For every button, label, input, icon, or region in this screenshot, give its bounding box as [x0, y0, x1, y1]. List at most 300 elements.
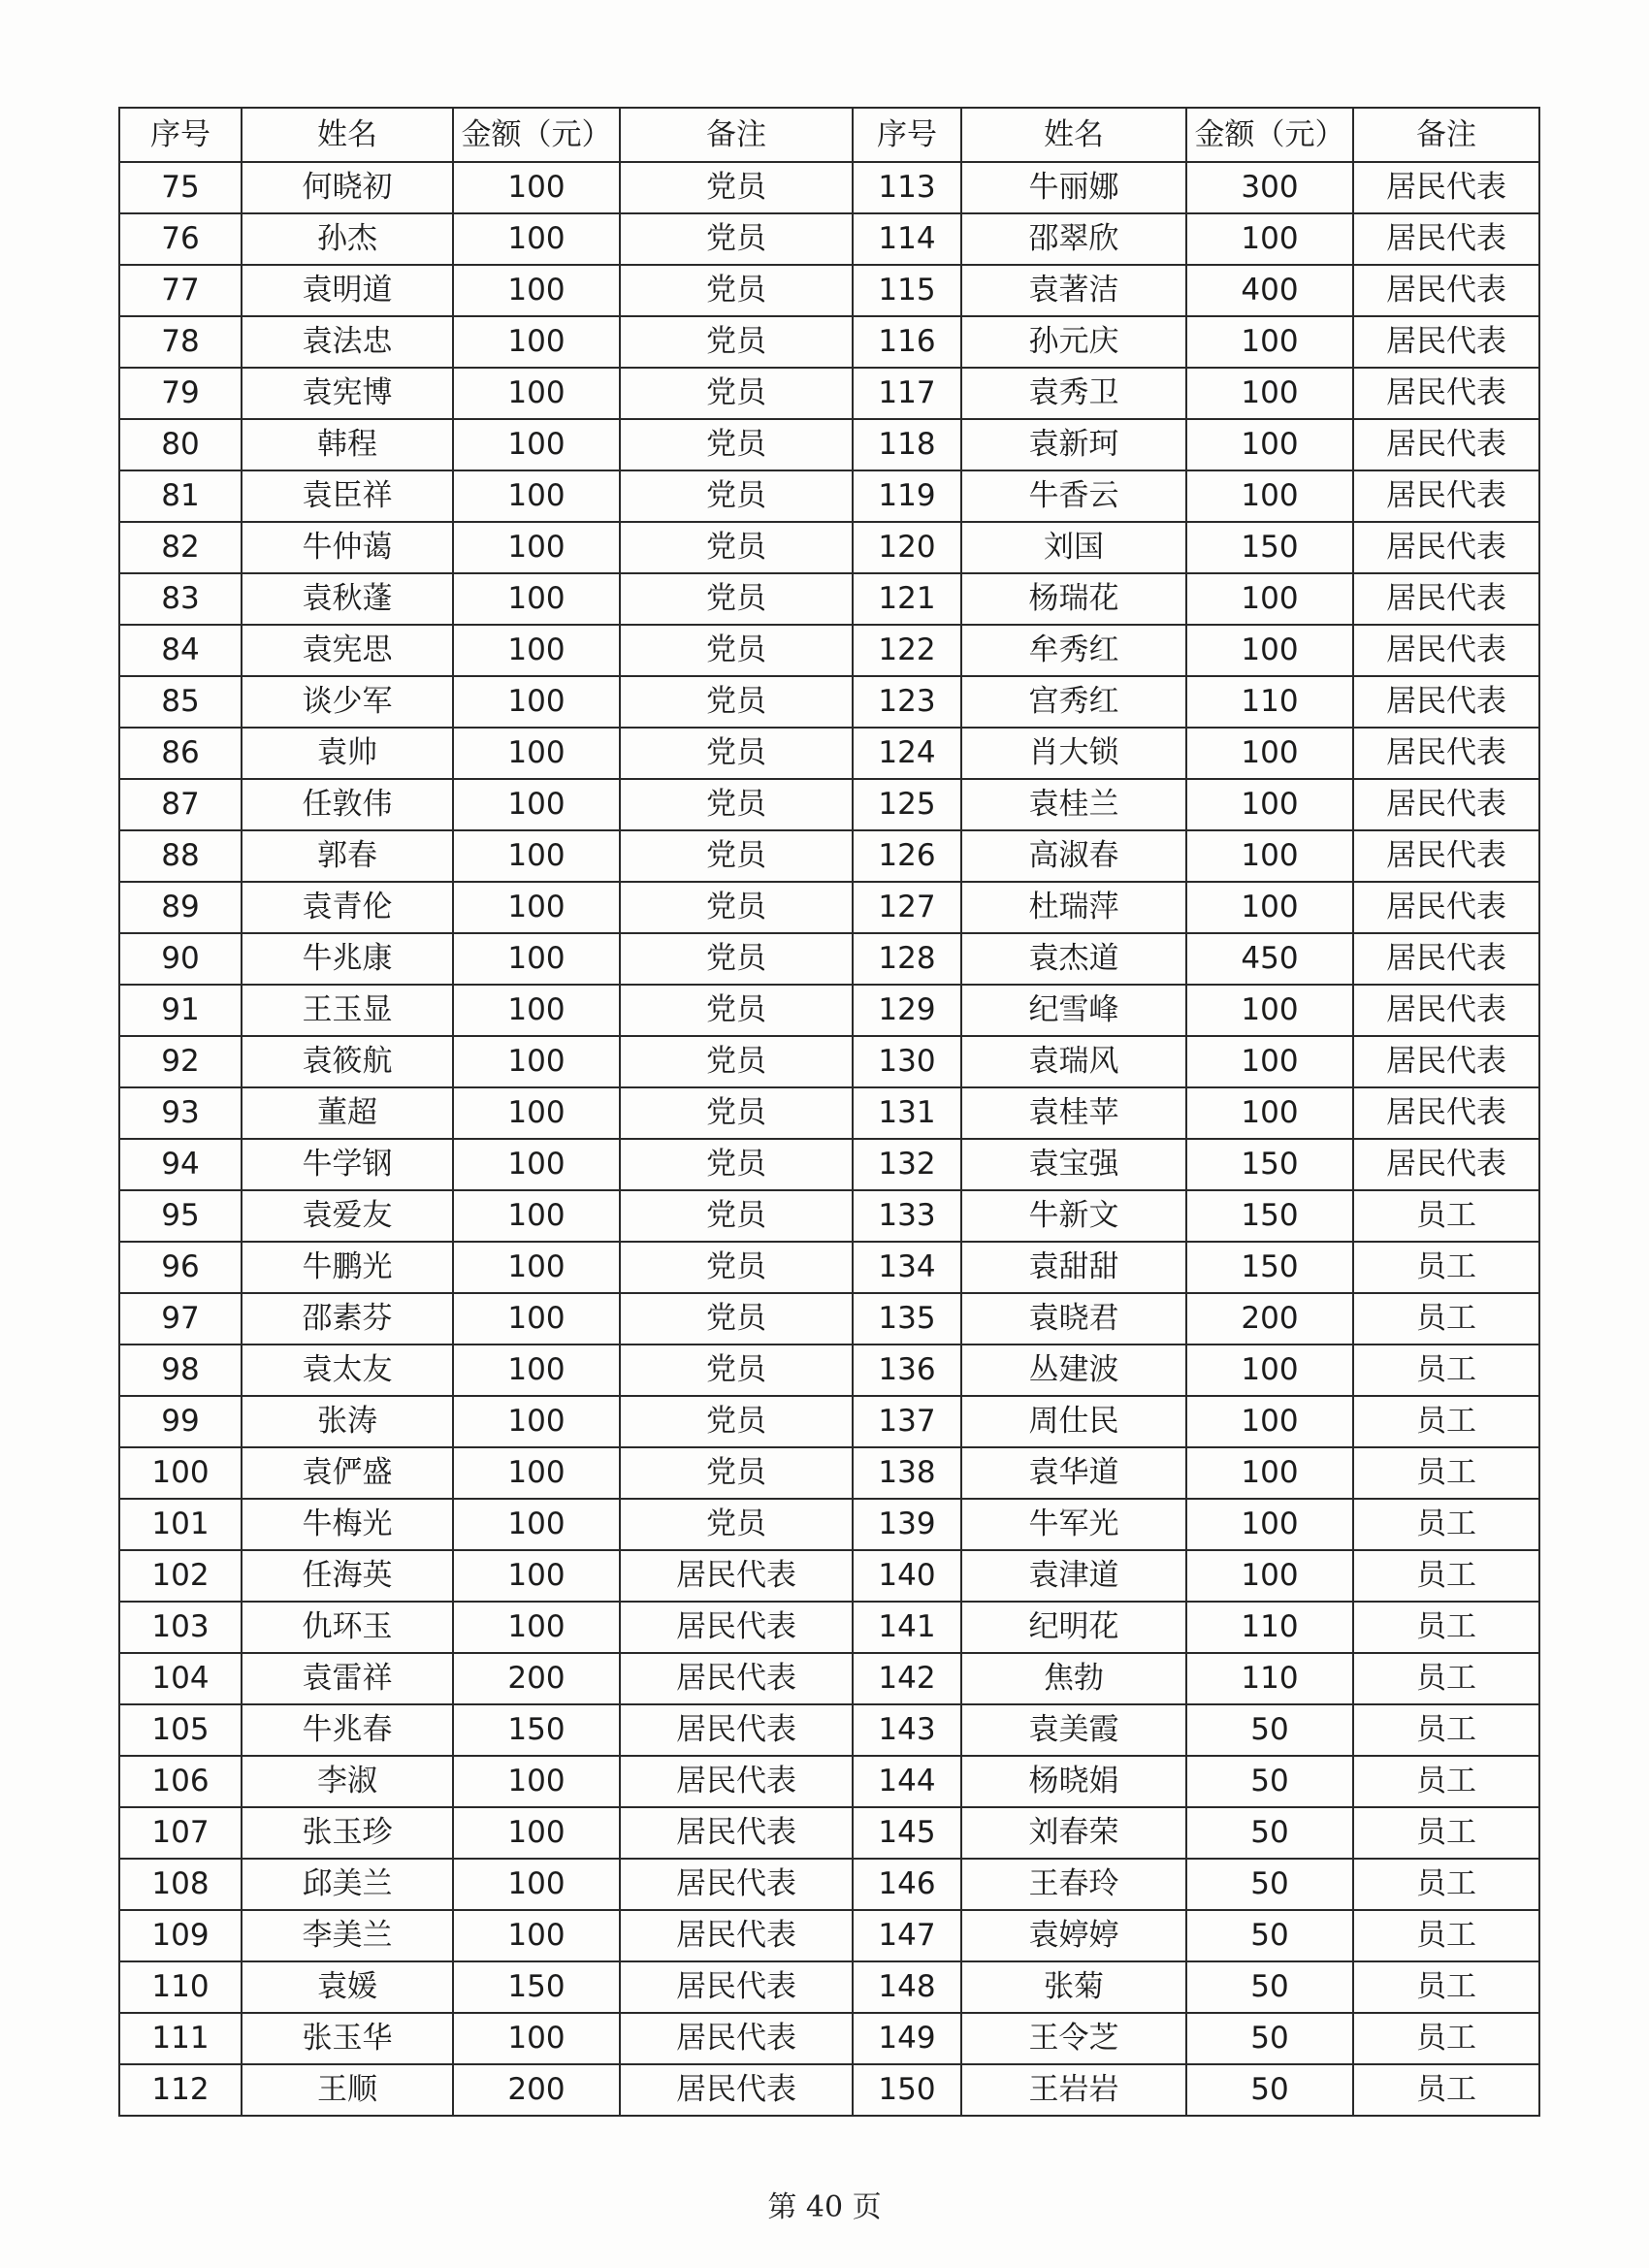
table-row — [119, 1653, 1539, 1704]
amount-cell: 110 — [1186, 1602, 1353, 1653]
amount-cell: 100 — [1186, 573, 1353, 625]
amount-cell: 100 — [453, 1139, 620, 1190]
remark-cell: 居民代表 — [1353, 1139, 1539, 1190]
remark-header: 备注 — [620, 108, 853, 162]
table-row — [119, 625, 1539, 676]
name-cell: 袁爱友 — [242, 1190, 453, 1242]
amount-cell: 200 — [453, 2064, 620, 2116]
name-cell: 邱美兰 — [242, 1859, 453, 1910]
name-cell: 袁宪博 — [242, 368, 453, 419]
amount-cell: 150 — [453, 1961, 620, 2013]
remark-cell: 党员 — [620, 625, 853, 676]
name-cell: 仇环玉 — [242, 1602, 453, 1653]
amount-cell: 100 — [453, 1087, 620, 1139]
remark-cell: 员工 — [1353, 1961, 1539, 2013]
name-cell: 焦勃 — [961, 1653, 1186, 1704]
seq-cell: 130 — [853, 1036, 961, 1087]
remark-cell: 党员 — [620, 368, 853, 419]
seq-cell: 110 — [119, 1961, 242, 2013]
table-row — [119, 1602, 1539, 1653]
amount-cell: 150 — [1186, 1190, 1353, 1242]
table-row — [119, 1293, 1539, 1345]
seq-cell: 127 — [853, 882, 961, 933]
remark-cell: 党员 — [620, 933, 853, 985]
amount-cell: 100 — [453, 162, 620, 213]
seq-cell: 75 — [119, 162, 242, 213]
name-header: 姓名 — [961, 108, 1186, 162]
amount-cell: 100 — [453, 1345, 620, 1396]
name-cell: 牛丽娜 — [961, 162, 1186, 213]
name-cell: 袁青伦 — [242, 882, 453, 933]
remark-cell: 党员 — [620, 985, 853, 1036]
seq-cell: 99 — [119, 1396, 242, 1447]
amount-cell: 100 — [453, 728, 620, 779]
name-cell: 袁明道 — [242, 265, 453, 316]
remark-cell: 员工 — [1353, 1807, 1539, 1859]
name-cell: 邵翠欣 — [961, 213, 1186, 265]
table-row — [119, 1036, 1539, 1087]
amount-cell: 100 — [1186, 882, 1353, 933]
name-cell: 牛军光 — [961, 1499, 1186, 1550]
seq-cell: 102 — [119, 1550, 242, 1602]
seq-cell: 94 — [119, 1139, 242, 1190]
name-cell: 袁雷祥 — [242, 1653, 453, 1704]
name-cell: 袁晓君 — [961, 1293, 1186, 1345]
name-cell: 韩程 — [242, 419, 453, 470]
table-row — [119, 368, 1539, 419]
name-cell: 袁桂兰 — [961, 779, 1186, 830]
remark-cell: 员工 — [1353, 1396, 1539, 1447]
remark-cell: 居民代表 — [620, 1859, 853, 1910]
remark-cell: 员工 — [1353, 1602, 1539, 1653]
remark-cell: 党员 — [620, 1447, 853, 1499]
remark-cell: 党员 — [620, 573, 853, 625]
amount-cell: 100 — [1186, 779, 1353, 830]
seq-cell: 93 — [119, 1087, 242, 1139]
seq-cell: 129 — [853, 985, 961, 1036]
seq-cell: 106 — [119, 1756, 242, 1807]
remark-cell: 居民代表 — [1353, 676, 1539, 728]
seq-cell: 95 — [119, 1190, 242, 1242]
seq-cell: 96 — [119, 1242, 242, 1293]
name-cell: 董超 — [242, 1087, 453, 1139]
table-row — [119, 1807, 1539, 1859]
name-cell: 张菊 — [961, 1961, 1186, 2013]
amount-header: 金额（元） — [1186, 108, 1353, 162]
table-row — [119, 2064, 1539, 2116]
table-row — [119, 779, 1539, 830]
seq-cell: 140 — [853, 1550, 961, 1602]
name-cell: 纪明花 — [961, 1602, 1186, 1653]
seq-cell: 149 — [853, 2013, 961, 2064]
remark-cell: 居民代表 — [1353, 419, 1539, 470]
table-row — [119, 1704, 1539, 1756]
remark-cell: 党员 — [620, 676, 853, 728]
name-cell: 刘春荣 — [961, 1807, 1186, 1859]
amount-cell: 100 — [453, 522, 620, 573]
amount-cell: 100 — [1186, 1345, 1353, 1396]
seq-cell: 90 — [119, 933, 242, 985]
amount-cell: 100 — [1186, 728, 1353, 779]
name-cell: 袁筱航 — [242, 1036, 453, 1087]
amount-cell: 100 — [1186, 1087, 1353, 1139]
remark-cell: 居民代表 — [1353, 830, 1539, 882]
seq-cell: 114 — [853, 213, 961, 265]
page-number: 第 40 页 — [767, 2190, 882, 2224]
remark-cell: 居民代表 — [620, 1704, 853, 1756]
name-cell: 袁瑞风 — [961, 1036, 1186, 1087]
remark-cell: 居民代表 — [1353, 1087, 1539, 1139]
name-cell: 袁法忠 — [242, 316, 453, 368]
amount-cell: 50 — [1186, 1910, 1353, 1961]
amount-cell: 100 — [453, 830, 620, 882]
seq-cell: 144 — [853, 1756, 961, 1807]
table-row — [119, 676, 1539, 728]
table-row — [119, 162, 1539, 213]
remark-cell: 居民代表 — [1353, 316, 1539, 368]
amount-header: 金额（元） — [453, 108, 620, 162]
remark-cell: 居民代表 — [620, 2013, 853, 2064]
remark-cell: 居民代表 — [620, 1756, 853, 1807]
seq-cell: 132 — [853, 1139, 961, 1190]
seq-header: 序号 — [853, 108, 961, 162]
amount-cell: 150 — [453, 1704, 620, 1756]
amount-cell: 100 — [453, 1807, 620, 1859]
name-cell: 王岩岩 — [961, 2064, 1186, 2116]
name-cell: 何晓初 — [242, 162, 453, 213]
seq-cell: 77 — [119, 265, 242, 316]
amount-cell: 100 — [453, 1036, 620, 1087]
remark-cell: 居民代表 — [620, 2064, 853, 2116]
seq-cell: 101 — [119, 1499, 242, 1550]
seq-cell: 145 — [853, 1807, 961, 1859]
seq-cell: 86 — [119, 728, 242, 779]
seq-cell: 89 — [119, 882, 242, 933]
remark-cell: 居民代表 — [1353, 470, 1539, 522]
remark-cell: 居民代表 — [620, 1653, 853, 1704]
amount-cell: 100 — [453, 882, 620, 933]
name-cell: 杨瑞花 — [961, 573, 1186, 625]
name-cell: 袁帅 — [242, 728, 453, 779]
amount-cell: 100 — [1186, 470, 1353, 522]
name-cell: 杜瑞萍 — [961, 882, 1186, 933]
remark-cell: 居民代表 — [620, 1550, 853, 1602]
name-cell: 郭春 — [242, 830, 453, 882]
seq-cell: 143 — [853, 1704, 961, 1756]
seq-cell: 125 — [853, 779, 961, 830]
name-cell: 袁臣祥 — [242, 470, 453, 522]
name-cell: 纪雪峰 — [961, 985, 1186, 1036]
amount-cell: 100 — [1186, 1550, 1353, 1602]
name-cell: 牛兆康 — [242, 933, 453, 985]
remark-cell: 党员 — [620, 830, 853, 882]
seq-cell: 79 — [119, 368, 242, 419]
name-cell: 袁华道 — [961, 1447, 1186, 1499]
seq-cell: 138 — [853, 1447, 961, 1499]
amount-cell: 110 — [1186, 1653, 1353, 1704]
table-row — [119, 1756, 1539, 1807]
seq-cell: 85 — [119, 676, 242, 728]
seq-cell: 81 — [119, 470, 242, 522]
amount-cell: 100 — [453, 419, 620, 470]
seq-cell: 123 — [853, 676, 961, 728]
seq-cell: 146 — [853, 1859, 961, 1910]
table-row — [119, 1396, 1539, 1447]
table-row — [119, 1961, 1539, 2013]
name-cell: 牛鹏光 — [242, 1242, 453, 1293]
name-cell: 袁秀卫 — [961, 368, 1186, 419]
amount-cell: 450 — [1186, 933, 1353, 985]
seq-cell: 103 — [119, 1602, 242, 1653]
amount-cell: 100 — [453, 625, 620, 676]
name-cell: 牛学钢 — [242, 1139, 453, 1190]
seq-header: 序号 — [119, 108, 242, 162]
amount-cell: 100 — [453, 470, 620, 522]
seq-cell: 112 — [119, 2064, 242, 2116]
remark-cell: 员工 — [1353, 1859, 1539, 1910]
amount-cell: 50 — [1186, 2064, 1353, 2116]
remark-cell: 党员 — [620, 162, 853, 213]
name-cell: 袁太友 — [242, 1345, 453, 1396]
name-cell: 袁甜甜 — [961, 1242, 1186, 1293]
seq-cell: 113 — [853, 162, 961, 213]
seq-cell: 84 — [119, 625, 242, 676]
table-row — [119, 522, 1539, 573]
name-cell: 任敦伟 — [242, 779, 453, 830]
name-cell: 孙杰 — [242, 213, 453, 265]
amount-cell: 100 — [453, 1447, 620, 1499]
table-row — [119, 882, 1539, 933]
remark-cell: 党员 — [620, 470, 853, 522]
table-row — [119, 1447, 1539, 1499]
name-cell: 谈少军 — [242, 676, 453, 728]
remark-cell: 居民代表 — [1353, 265, 1539, 316]
amount-cell: 100 — [1186, 213, 1353, 265]
amount-cell: 100 — [1186, 1396, 1353, 1447]
table-row — [119, 1190, 1539, 1242]
remark-cell: 员工 — [1353, 1345, 1539, 1396]
remark-cell: 员工 — [1353, 1242, 1539, 1293]
amount-cell: 50 — [1186, 1704, 1353, 1756]
table-row — [119, 985, 1539, 1036]
name-header: 姓名 — [242, 108, 453, 162]
seq-cell: 87 — [119, 779, 242, 830]
table-row — [119, 1139, 1539, 1190]
amount-cell: 150 — [1186, 1139, 1353, 1190]
name-cell: 王春玲 — [961, 1859, 1186, 1910]
table-row — [119, 1910, 1539, 1961]
remark-cell: 员工 — [1353, 2064, 1539, 2116]
name-cell: 牛兆春 — [242, 1704, 453, 1756]
seq-cell: 105 — [119, 1704, 242, 1756]
seq-cell: 124 — [853, 728, 961, 779]
name-cell: 宫秀红 — [961, 676, 1186, 728]
remark-cell: 员工 — [1353, 1910, 1539, 1961]
seq-cell: 83 — [119, 573, 242, 625]
amount-cell: 150 — [1186, 1242, 1353, 1293]
table-row — [119, 933, 1539, 985]
remark-cell: 党员 — [620, 1345, 853, 1396]
seq-cell: 121 — [853, 573, 961, 625]
name-cell: 杨晓娟 — [961, 1756, 1186, 1807]
table-row — [119, 1859, 1539, 1910]
remark-cell: 党员 — [620, 1499, 853, 1550]
seq-cell: 126 — [853, 830, 961, 882]
seq-cell: 141 — [853, 1602, 961, 1653]
amount-cell: 100 — [453, 933, 620, 985]
remark-cell: 居民代表 — [1353, 522, 1539, 573]
table-row — [119, 573, 1539, 625]
seq-cell: 78 — [119, 316, 242, 368]
name-cell: 任海英 — [242, 1550, 453, 1602]
seq-cell: 128 — [853, 933, 961, 985]
remark-cell: 员工 — [1353, 1550, 1539, 1602]
remark-cell: 居民代表 — [620, 1910, 853, 1961]
remark-cell: 员工 — [1353, 1653, 1539, 1704]
remark-cell: 党员 — [620, 213, 853, 265]
table-row — [119, 1345, 1539, 1396]
table-row — [119, 470, 1539, 522]
amount-cell: 100 — [453, 779, 620, 830]
remark-cell: 员工 — [1353, 1293, 1539, 1345]
seq-cell: 111 — [119, 2013, 242, 2064]
seq-cell: 117 — [853, 368, 961, 419]
name-cell: 袁婷婷 — [961, 1910, 1186, 1961]
table-row — [119, 1499, 1539, 1550]
seq-cell: 122 — [853, 625, 961, 676]
remark-cell: 党员 — [620, 1036, 853, 1087]
amount-cell: 50 — [1186, 1961, 1353, 2013]
seq-cell: 104 — [119, 1653, 242, 1704]
seq-cell: 91 — [119, 985, 242, 1036]
remark-cell: 居民代表 — [620, 1602, 853, 1653]
seq-cell: 118 — [853, 419, 961, 470]
amount-cell: 100 — [453, 1910, 620, 1961]
seq-cell: 142 — [853, 1653, 961, 1704]
table-row — [119, 2013, 1539, 2064]
seq-cell: 116 — [853, 316, 961, 368]
remark-cell: 居民代表 — [1353, 625, 1539, 676]
name-cell: 张玉珍 — [242, 1807, 453, 1859]
remark-cell: 居民代表 — [1353, 985, 1539, 1036]
amount-cell: 400 — [1186, 265, 1353, 316]
amount-cell: 100 — [1186, 625, 1353, 676]
seq-cell: 80 — [119, 419, 242, 470]
seq-cell: 98 — [119, 1345, 242, 1396]
remark-cell: 党员 — [620, 779, 853, 830]
remark-cell: 员工 — [1353, 1704, 1539, 1756]
amount-cell: 200 — [1186, 1293, 1353, 1345]
amount-cell: 200 — [453, 1653, 620, 1704]
name-cell: 牛新文 — [961, 1190, 1186, 1242]
name-cell: 牛仲蔼 — [242, 522, 453, 573]
amount-cell: 100 — [1186, 419, 1353, 470]
name-cell: 王令芝 — [961, 2013, 1186, 2064]
name-cell: 李淑 — [242, 1756, 453, 1807]
seq-cell: 148 — [853, 1961, 961, 2013]
seq-cell: 150 — [853, 2064, 961, 2116]
amount-cell: 110 — [1186, 676, 1353, 728]
name-cell: 王玉显 — [242, 985, 453, 1036]
remark-cell: 党员 — [620, 1242, 853, 1293]
remark-cell: 党员 — [620, 1087, 853, 1139]
name-cell: 张涛 — [242, 1396, 453, 1447]
remark-cell: 党员 — [620, 1190, 853, 1242]
remark-cell: 员工 — [1353, 1447, 1539, 1499]
amount-cell: 100 — [453, 1756, 620, 1807]
table-row — [119, 316, 1539, 368]
name-cell: 袁桂苹 — [961, 1087, 1186, 1139]
seq-cell: 120 — [853, 522, 961, 573]
remark-cell: 党员 — [620, 1293, 853, 1345]
amount-cell: 100 — [1186, 1499, 1353, 1550]
remark-cell: 居民代表 — [1353, 728, 1539, 779]
name-cell: 王顺 — [242, 2064, 453, 2116]
remark-cell: 党员 — [620, 522, 853, 573]
name-cell: 袁著洁 — [961, 265, 1186, 316]
remark-cell: 党员 — [620, 1139, 853, 1190]
seq-cell: 133 — [853, 1190, 961, 1242]
amount-cell: 100 — [453, 1602, 620, 1653]
remark-cell: 党员 — [620, 419, 853, 470]
remark-cell: 居民代表 — [1353, 1036, 1539, 1087]
amount-cell: 100 — [1186, 316, 1353, 368]
name-cell: 牟秀红 — [961, 625, 1186, 676]
name-cell: 袁宪思 — [242, 625, 453, 676]
table-row — [119, 419, 1539, 470]
amount-cell: 100 — [1186, 1036, 1353, 1087]
remark-cell: 员工 — [1353, 1190, 1539, 1242]
table-row — [119, 728, 1539, 779]
name-cell: 刘国 — [961, 522, 1186, 573]
amount-cell: 100 — [453, 1859, 620, 1910]
seq-cell: 92 — [119, 1036, 242, 1087]
amount-cell: 100 — [453, 316, 620, 368]
remark-cell: 居民代表 — [1353, 933, 1539, 985]
amount-cell: 100 — [1186, 368, 1353, 419]
remark-cell: 党员 — [620, 265, 853, 316]
remark-cell: 居民代表 — [1353, 573, 1539, 625]
amount-cell: 100 — [1186, 830, 1353, 882]
table-row — [119, 1550, 1539, 1602]
name-cell: 张玉华 — [242, 2013, 453, 2064]
remark-cell: 党员 — [620, 882, 853, 933]
amount-cell: 100 — [1186, 1447, 1353, 1499]
seq-cell: 139 — [853, 1499, 961, 1550]
amount-cell: 100 — [1186, 985, 1353, 1036]
name-cell: 牛梅光 — [242, 1499, 453, 1550]
remark-cell: 党员 — [620, 728, 853, 779]
remark-cell: 居民代表 — [1353, 779, 1539, 830]
amount-cell: 100 — [453, 265, 620, 316]
amount-cell: 50 — [1186, 2013, 1353, 2064]
amount-cell: 300 — [1186, 162, 1353, 213]
amount-cell: 100 — [453, 1550, 620, 1602]
amount-cell: 100 — [453, 1242, 620, 1293]
amount-cell: 100 — [453, 1293, 620, 1345]
name-cell: 袁津道 — [961, 1550, 1186, 1602]
amount-cell: 50 — [1186, 1859, 1353, 1910]
remark-cell: 党员 — [620, 316, 853, 368]
seq-cell: 147 — [853, 1910, 961, 1961]
remark-cell: 居民代表 — [620, 1807, 853, 1859]
table-body — [119, 162, 1539, 2116]
name-cell: 牛香云 — [961, 470, 1186, 522]
remark-cell: 员工 — [1353, 2013, 1539, 2064]
name-cell: 丛建波 — [961, 1345, 1186, 1396]
seq-cell: 119 — [853, 470, 961, 522]
seq-cell: 82 — [119, 522, 242, 573]
